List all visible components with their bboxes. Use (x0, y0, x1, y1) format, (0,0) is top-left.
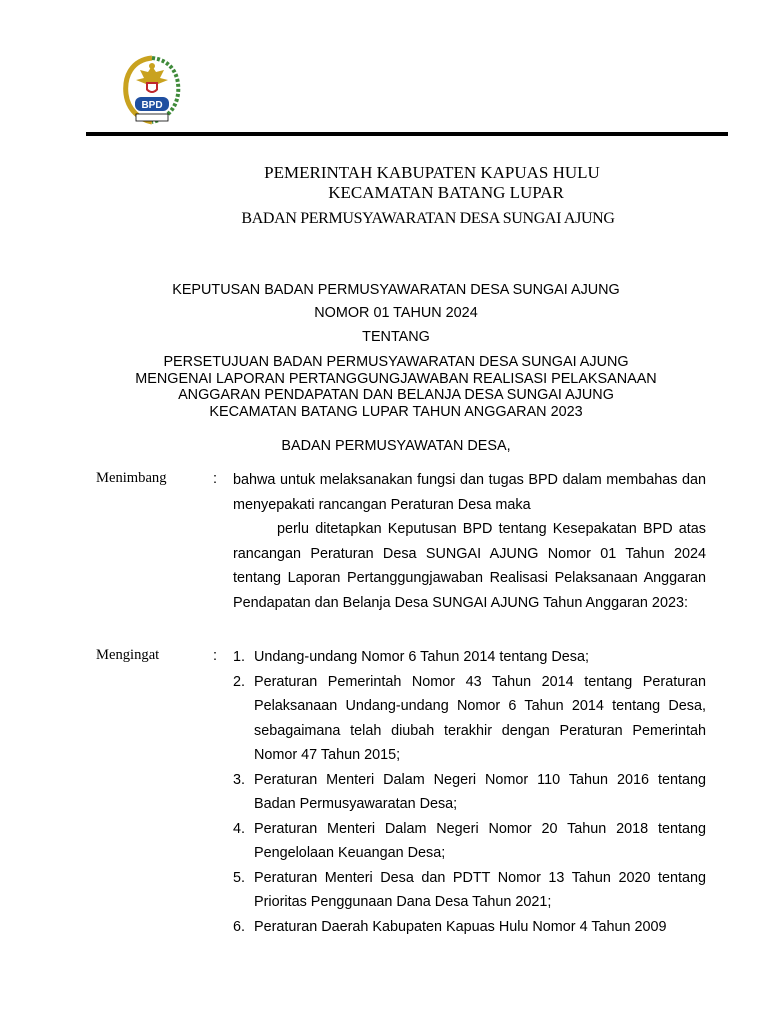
list-item-text: Peraturan Menteri Desa dan PDTT Nomor 13 Tahun 2020 tentang Prioritas Penggunaan Dana Desa Tahun 2021; (254, 869, 706, 910)
list-item-text: Peraturan Pemerintah Nomor 43 Tahun 2014 tentang Peraturan Pelaksanaan Undang-undang Nomor 6 Tahun 2014 tentang Desa, sebagaimana telah diubah terakhir dengan Peraturan Pemerintah Nomor 47 Tahun 2015; (254, 673, 706, 763)
list-item-text: Peraturan Menteri Dalam Negeri Nomor 20 Tahun 2018 tentang Pengelolaan Keuangan Desa; (254, 820, 706, 861)
menimbang-text-b: perlu ditetapkan Keputusan BPD tentang Kesepakatan BPD atas rancangan Peraturan Desa SUNGAI AJUNG Nomor 01 Tahun 2024 tentang Laporan Pertanggungjawaban Realisasi Pelaksanaan Anggaran Pendapatan dan Belanja Desa SUNGAI AJUNG Tahun Anggaran 2023: (233, 521, 706, 611)
menimbang-text (233, 468, 706, 615)
decree-subject-line: ANGGARAN PENDAPATAN DAN BELANJA DESA SUNGAI AJUNG (178, 387, 614, 403)
list-item-number: 2. (233, 673, 246, 690)
list-item (233, 817, 706, 866)
mengingat-colon: : (213, 648, 217, 664)
mengingat-label: Mengingat (96, 647, 160, 663)
decree-subject-line: PERSETUJUAN BADAN PERMUSYAWARATAN DESA SUNGAI AJUNG (163, 354, 629, 370)
mengingat-list (233, 645, 706, 939)
menimbang-colon: : (213, 471, 217, 487)
decree-tentang: TENTANG (362, 329, 430, 345)
header-government: PEMERINTAH KABUPATEN KAPUAS HULU (264, 163, 600, 182)
logo-text: BPD (141, 100, 163, 111)
decree-title: KEPUTUSAN BADAN PERMUSYAWARATAN DESA SUNGAI AJUNG (172, 282, 620, 298)
list-item-number: 3. (233, 771, 246, 788)
decree-number: NOMOR 01 TAHUN 2024 (314, 305, 478, 321)
list-item-number: 5. (233, 869, 246, 886)
header-rule (86, 132, 728, 136)
list-item-text: Peraturan Menteri Dalam Negeri Nomor 110 Tahun 2016 tentang Badan Permusyawaratan Desa; (254, 771, 706, 812)
list-item (233, 645, 706, 670)
list-item (233, 866, 706, 915)
list-item (233, 670, 706, 768)
decree-subject (12, 354, 768, 420)
decree-subject-line: KECAMATAN BATANG LUPAR TAHUN ANGGARAN 2023 (209, 403, 583, 420)
menimbang-label: Menimbang (96, 470, 167, 486)
list-item (233, 768, 706, 817)
decree-subject-line: MENGENAI LAPORAN PERTANGGUNGJAWABAN REALISASI PELAKSANAAN (135, 370, 657, 387)
list-item-number: 1. (233, 649, 246, 665)
list-item-text: Peraturan Daerah Kabupaten Kapuas Hulu Nomor 4 Tahun 2009 (254, 918, 667, 935)
list-item-number: 4. (233, 820, 246, 837)
header-bpd: BADAN PERMUSYAWARATAN DESA SUNGAI AJUNG (241, 210, 615, 227)
body-heading: BADAN PERMUSYAWATAN DESA, (281, 438, 511, 454)
bpd-logo (118, 52, 186, 128)
header-district: KECAMATAN BATANG LUPAR (328, 183, 564, 202)
list-item-number: 6. (233, 918, 246, 935)
list-item (233, 915, 706, 940)
list-item-text: Undang-undang Nomor 6 Tahun 2014 tentang Desa; (254, 649, 589, 665)
menimbang-text-a: bahwa untuk melaksanakan fungsi dan tugas BPD dalam membahas dan menyepakati rancangan Peraturan Desa maka (233, 472, 706, 513)
